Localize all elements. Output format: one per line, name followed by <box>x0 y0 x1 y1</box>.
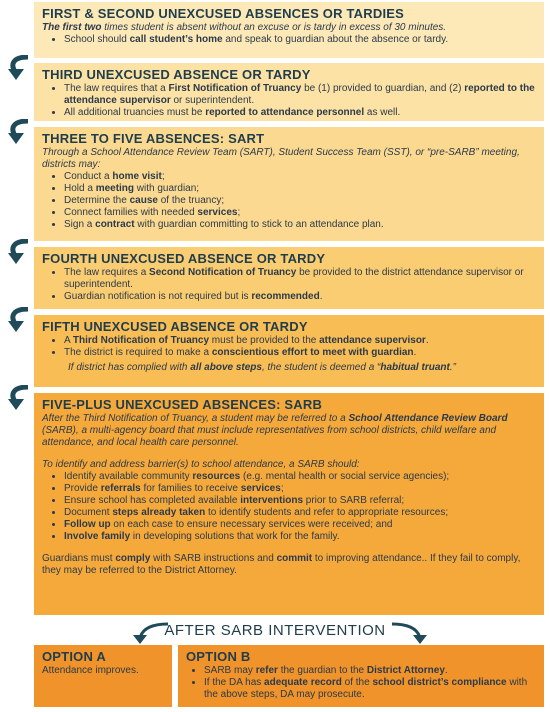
list-item: • All additional truancies must be reported to attendance personnel as well. <box>64 107 536 119</box>
step-list <box>42 267 536 303</box>
step-heading: THREE TO FIVE ABSENCES: SART <box>42 131 265 146</box>
list-item: • Conduct a home visit; <box>64 171 536 183</box>
list-item: • The law requires a Second Notification of Truancy be provided to the district attendance supervisor or superintendent. <box>64 267 536 291</box>
list-item: • Document steps already taken to identify students and refer to appropriate resources; <box>64 507 536 519</box>
step-fourth <box>34 247 544 309</box>
option-text: Attendance improves. <box>42 665 139 676</box>
list-item: • Hold a meeting with guardian; <box>64 183 536 195</box>
list-item: • SARB may refer the guardian to the District Attorney. <box>204 665 536 677</box>
list-item: • Guardian notification is not required but is recommended. <box>64 291 536 303</box>
option-a <box>34 645 172 707</box>
step-heading: THIRD UNEXCUSED ABSENCE OR TARDY <box>42 67 311 82</box>
step-heading: FIFTH UNEXCUSED ABSENCE OR TARDY <box>42 319 308 334</box>
list-item: • Involve family in developing solutions that work for the family. <box>64 531 536 543</box>
list-item: • The district is required to make a conscientious effort to meet with guardian. <box>64 347 536 359</box>
step-list <box>42 34 536 46</box>
step-heading: FIRST & SECOND UNEXCUSED ABSENCES OR TARDIES <box>42 6 405 21</box>
curved-arrow-icon <box>6 239 36 265</box>
step-fifth <box>34 315 544 387</box>
option-heading: OPTION B <box>186 649 251 664</box>
list-item: • School should call student’s home and speak to guardian about the absence or tardy. <box>64 34 536 46</box>
step-list <box>42 171 536 231</box>
curved-arrow-icon <box>6 385 36 411</box>
step-heading: FIVE-PLUS UNEXCUSED ABSENCES: SARB <box>42 397 323 412</box>
step-list <box>42 471 536 543</box>
step-sart <box>34 127 544 241</box>
list-item: • Follow up on each case to ensure necessary services were received; and <box>64 519 536 531</box>
list-item: • Identify available community resources (e.g. mental health or social service agencies); <box>64 471 536 483</box>
step-sarb <box>34 393 544 615</box>
option-list <box>186 665 536 701</box>
list-item: • Sign a contract with guardian committing to stick to an attendance plan. <box>64 219 536 231</box>
after-sarb-title: AFTER SARB INTERVENTION <box>164 622 386 639</box>
option-heading: OPTION A <box>42 649 106 664</box>
list-item: • The law requires that a First Notification of Truancy be (1) provided to guardian, and (2) reported to the attendance supervisor or superintendent. <box>64 83 536 107</box>
curved-arrow-icon <box>6 307 36 333</box>
list-item: • Determine the cause of the truancy; <box>64 195 536 207</box>
step-heading: FOURTH UNEXCUSED ABSENCE OR TARDY <box>42 251 326 266</box>
step-intro: The first two times student is absent without an excuse or is tardy in excess of 30 minutes. <box>42 22 447 33</box>
list-item: • A Third Notification of Truancy must be provided to the attendance supervisor. <box>64 335 536 347</box>
list-item: • Ensure school has completed available interventions prior to SARB referral; <box>64 495 536 507</box>
step-third <box>34 63 544 121</box>
step-lead: To identify and address barrier(s) to school attendance, a SARB should: <box>42 459 360 470</box>
list-item: • Provide referrals for families to receive services; <box>64 483 536 495</box>
step-first-second <box>34 2 544 58</box>
step-list <box>42 83 536 119</box>
step-note: If district has complied with all above steps, the student is deemed a “habitual truant.” <box>68 362 456 373</box>
list-item: • If the DA has adequate record of the school district’s compliance with the above steps, DA may prosecute. <box>204 677 536 701</box>
step-list <box>42 335 536 359</box>
step-intro: After the Third Notification of Truancy, a student may be referred to a School Attendance Review Board (SARB), a multi-agency board that must include representatives from school districts, child welfare and attendance, and local health care personnel. <box>42 413 508 448</box>
list-item: • Connect families with needed services; <box>64 207 536 219</box>
curved-arrow-icon <box>6 55 36 81</box>
curved-arrow-icon <box>6 119 36 145</box>
step-intro: Through a School Attendance Review Team (SART), Student Success Team (SST), or “pre-SARB” meeting, districts may: <box>42 147 520 170</box>
step-closing: Guardians must comply with SARB instructions and commit to improving attendance.. If they fail to comply, they may be referred to the District Attorney. <box>42 553 521 576</box>
option-b <box>178 645 544 707</box>
